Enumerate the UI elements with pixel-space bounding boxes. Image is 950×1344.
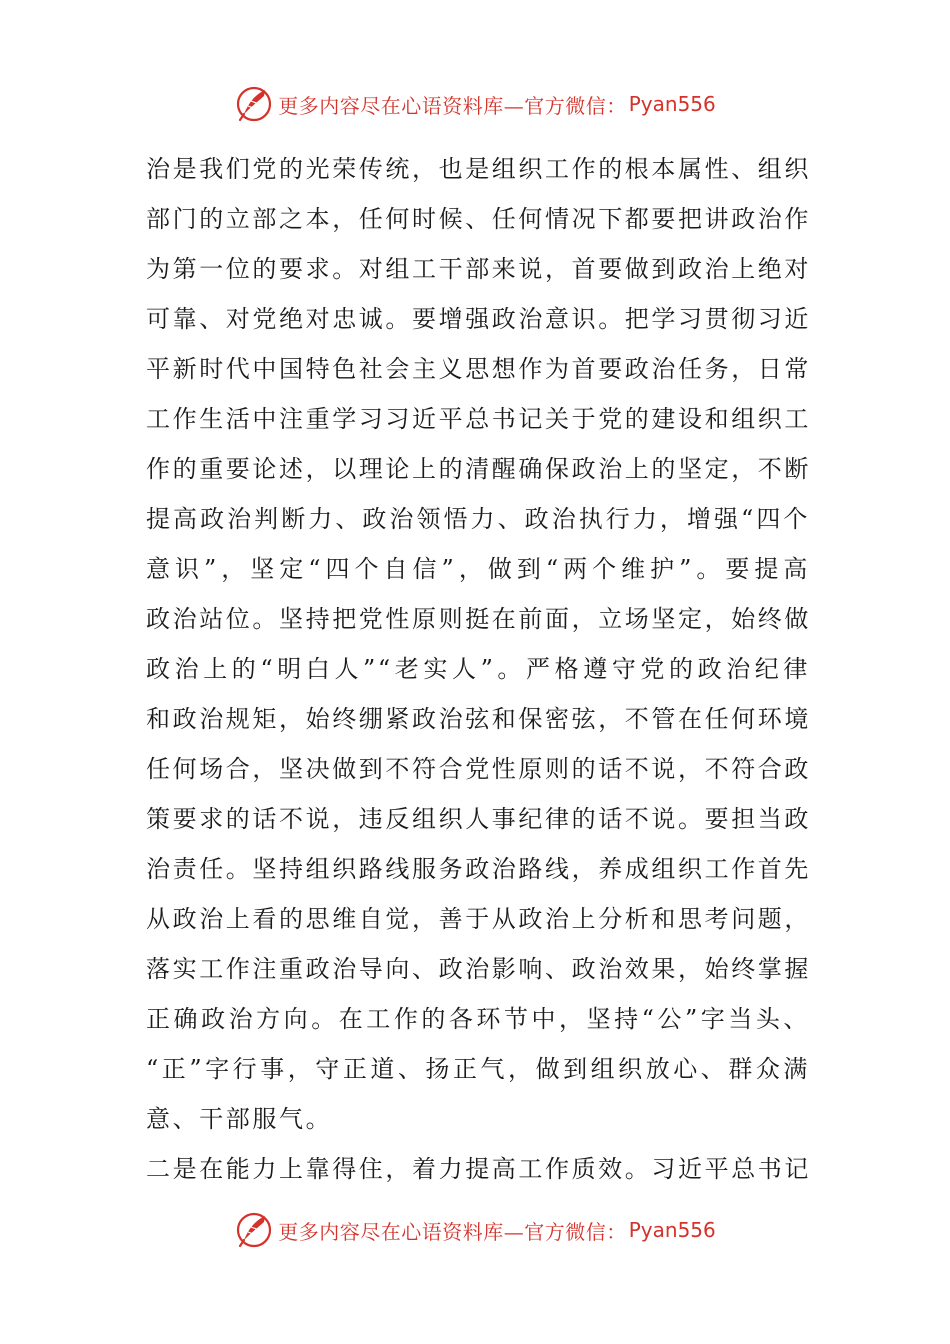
- footer-wechat-id: Pyan556: [628, 1218, 716, 1242]
- footer-banner: [0, 1208, 950, 1252]
- body-line: 部门的立部之本，任何时候、任何情况下都要把讲政治作: [146, 205, 811, 233]
- body-line: 工作生活中注重学习习近平总书记关于党的建设和组织工: [146, 405, 811, 433]
- header-banner: [0, 82, 950, 126]
- body-line: 任何场合，坚决做到不符合党性原则的话不说，不符合政: [146, 755, 811, 783]
- body-line: 策要求的话不说，违反组织人事纪律的话不说。要担当政: [146, 805, 811, 833]
- body-line: 政治站位。坚持把党性原则挺在前面，立场坚定，始终做: [146, 605, 811, 633]
- body-line: 平新时代中国特色社会主义思想作为首要政治任务，日常: [146, 355, 811, 383]
- footer-banner-text: 更多内容尽在心语资料库—官方微信：: [278, 1219, 627, 1244]
- body-line: 落实工作注重政治导向、政治影响、政治效果，始终掌握: [146, 955, 811, 983]
- body-line: “正”字行事，守正道、扬正气，做到组织放心、群众满: [146, 1055, 810, 1083]
- feather-pen-logo-icon: [234, 1210, 274, 1250]
- header-banner-text: 更多内容尽在心语资料库—官方微信：: [278, 93, 627, 118]
- body-line: 治是我们党的光荣传统，也是组织工作的根本属性、组织: [146, 155, 811, 183]
- feather-pen-logo-icon: [234, 84, 274, 124]
- body-line: 正确政治方向。在工作的各环节中，坚持“公”字当头、: [146, 1005, 810, 1033]
- body-line: 意识”，坚定“四个自信”，做到“两个维护”。要提高: [146, 555, 810, 583]
- body-line: 从政治上看的思维自觉，善于从政治上分析和思考问题，: [146, 905, 811, 933]
- body-line: 为第一位的要求。对组工干部来说，首要做到政治上绝对: [146, 255, 811, 283]
- body-line: 意、干部服气。: [146, 1105, 333, 1133]
- body-line: 作的重要论述，以理论上的清醒确保政治上的坚定，不断: [146, 455, 811, 483]
- body-line: 政治上的“明白人”“老实人”。严格遵守党的政治纪律: [146, 655, 810, 683]
- body-line: 治责任。坚持组织路线服务政治路线，养成组织工作首先: [146, 855, 811, 883]
- body-line: 二是在能力上靠得住，着力提高工作质效。习近平总书记: [146, 1155, 811, 1183]
- document-body: [146, 144, 810, 1194]
- body-line: 提高政治判断力、政治领悟力、政治执行力，增强“四个: [146, 505, 810, 533]
- header-wechat-id: Pyan556: [628, 92, 716, 116]
- body-line: 可靠、对党绝对忠诚。要增强政治意识。把学习贯彻习近: [146, 305, 811, 333]
- body-line: 和政治规矩，始终绷紧政治弦和保密弦，不管在任何环境: [146, 705, 811, 733]
